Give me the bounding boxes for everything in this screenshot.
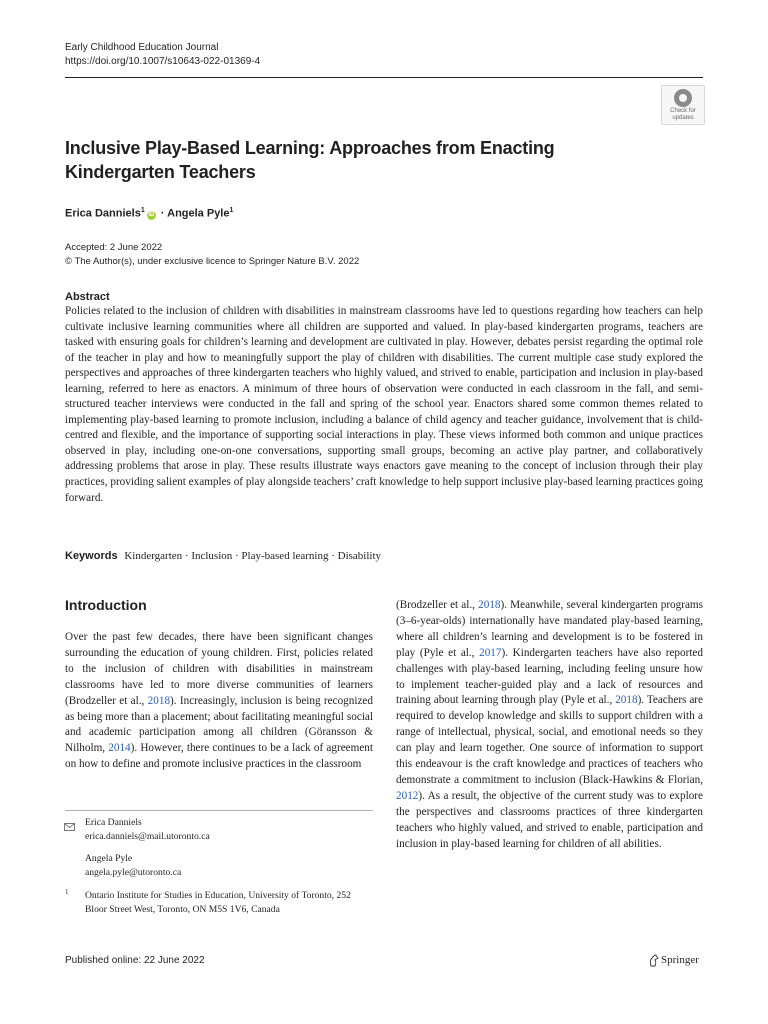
published-date: Published online: 22 June 2022 (65, 955, 205, 966)
introduction-heading: Introduction (65, 597, 147, 613)
contact-name: Angela Pyle (85, 853, 133, 864)
journal-name: Early Childhood Education Journal (65, 42, 219, 53)
author-affiliation-sup: 1 (229, 207, 234, 214)
affiliation-text: Ontario Institute for Studies in Education, University of Toronto, 252 Bloor Street West, Toronto, ON M5S 1V6, Canada (85, 890, 351, 915)
orcid-icon[interactable]: iD (148, 211, 155, 218)
author-name[interactable]: Erica Danniels (65, 207, 141, 220)
journal-header (65, 41, 260, 69)
author-name[interactable]: Angela Pyle (167, 207, 230, 220)
springer-horse-icon (648, 954, 659, 967)
check-for-updates-badge[interactable] (661, 85, 705, 125)
author-separator: · (160, 207, 165, 220)
correspondence-block (85, 816, 210, 879)
copyright-line: © The Author(s), under exclusive licence to Springer Nature B.V. 2022 (65, 256, 360, 267)
citation-link[interactable]: 2014 (108, 742, 131, 755)
affiliation-number: 1 (65, 888, 69, 896)
citation-link[interactable]: 2018 (478, 599, 501, 611)
header-rule (65, 77, 703, 78)
introduction-column-right (396, 598, 703, 853)
publisher-name: Springer (661, 954, 699, 967)
contact-name: Erica Danniels (85, 817, 142, 828)
introduction-column-left (65, 630, 373, 773)
title-line1: Inclusive Play-Based Learning: Approaches from Enacting (65, 138, 555, 158)
paragraph-text: ). Increasingly, inclusion is being recognized as being more than a placement; about facilitating meaningful social and academic participation among all children (Göransson & Nilholm, (65, 694, 373, 755)
paragraph-text: (Brodzeller et al., (396, 599, 479, 611)
accepted-date: Accepted: 2 June 2022 (65, 242, 163, 253)
paragraph-text: ). Teachers are required to develop knowledge and skills to support children with a range of intellectual, physical, social, and emotional needs so they can play and learn together. One source of information to support this endeavour is the craft knowledge and practices of teachers who demonstrate a commitment to inclusion (Black-Hawkins & Florian, (396, 694, 703, 786)
check-badge-line1: Check for (670, 108, 696, 114)
citation-link[interactable]: 2018 (147, 694, 171, 707)
paragraph-text: ). As a result, the objective of the current study was to explore the perspectives and classrooms practices of three kindergarten teachers who highly valued, and strived to enable, participation and inclusion in play-based learning for children of all abilities. (396, 789, 703, 850)
abstract-text: Policies related to the inclusion of children with disabilities in mainstream classrooms have led to questions regarding how teachers can help cultivate inclusive learning communities where all children are supported and valued. In play-based kindergarten programs, teachers are tasked with ensuring goals for children’s learning and development are cultivated in play. However, debates persist regarding the optimal role of the teacher in play and how to meaningfully support the play of children with disabilities. The current multiple case study explored the perspectives and approaches of three kindergarten teachers who highly valued, and strived to enable, participation and inclusion in play-based learning, referred to here as enactors. A minimum of three hours of observation were conducted in each classroom in the fall, and semi-structured teacher interviews were conducted in the fall and spring of the school year. Enactors shared some common themes related to implementing play-based learning to promote inclusion, including a balance of child agency and teacher guidance, involvement that is child-centred and flexible, and the importance of supporting social interactions in play. These views informed both common and unique practices observed in play, including one-on-one conversations, supporting small groups, becoming an active play partner, and collaboratively addressing problems that arose in play. These results illustrate ways enactors gave meaning to the concept of inclusion through their play practices, providing salient examples of play alongside teachers’ craft knowledge to help support inclusive play-based learning practices going forward. (65, 305, 703, 504)
citation-link[interactable]: 2012 (396, 789, 419, 802)
citation-link[interactable]: 2017 (479, 646, 502, 659)
doi-link[interactable]: https://doi.org/10.1007/s10643-022-01369-4 (65, 56, 261, 67)
contact-email[interactable]: angela.pyle@utoronto.ca (85, 866, 182, 878)
author-list (65, 204, 233, 221)
contact-email[interactable]: erica.danniels@mail.utoronto.ca (85, 830, 210, 842)
envelope-icon (64, 818, 75, 826)
title-line2: Kindergarten Teachers (65, 162, 256, 182)
footnote-rule (65, 810, 373, 811)
paragraph-text: ). Meanwhile, several kindergarten programs (3–6-year-olds) internationally have mandated play-based learning, where all children’s learning and development is to be fostered in play (Pyle et al., (396, 599, 703, 659)
check-badge-line2: updates (672, 115, 694, 121)
paragraph-text: ). However, there continues to be a lack of agreement on how to define and promote inclusive practices in the classroom (65, 742, 374, 771)
abstract-heading: Abstract (65, 291, 110, 303)
check-for-updates-icon (674, 89, 692, 107)
citation-link[interactable]: 2018 (615, 694, 638, 707)
paragraph-text: ). Kindergarten teachers have also reported challenges with play-based learning, including feeling unsure how to implement teacher-guided play and a lack of resources and training about learning through play (Pyle et al., (396, 646, 703, 707)
springer-logo[interactable] (648, 951, 699, 969)
keywords-text: Kindergarten · Inclusion · Play-based learning · Disability (124, 550, 382, 562)
keywords-line (65, 549, 381, 563)
author-affiliation-sup: 1 (140, 207, 145, 214)
paragraph-text: Over the past few decades, there have been significant changes surrounding the education of young children. First, policies related to the inclusion of children with disabilities in mainstream classrooms have led to more diverse communities of learners (Brodzeller et al., (65, 631, 373, 707)
article-title (65, 136, 665, 184)
keywords-label: Keywords (65, 550, 118, 562)
article-dates (65, 241, 359, 269)
